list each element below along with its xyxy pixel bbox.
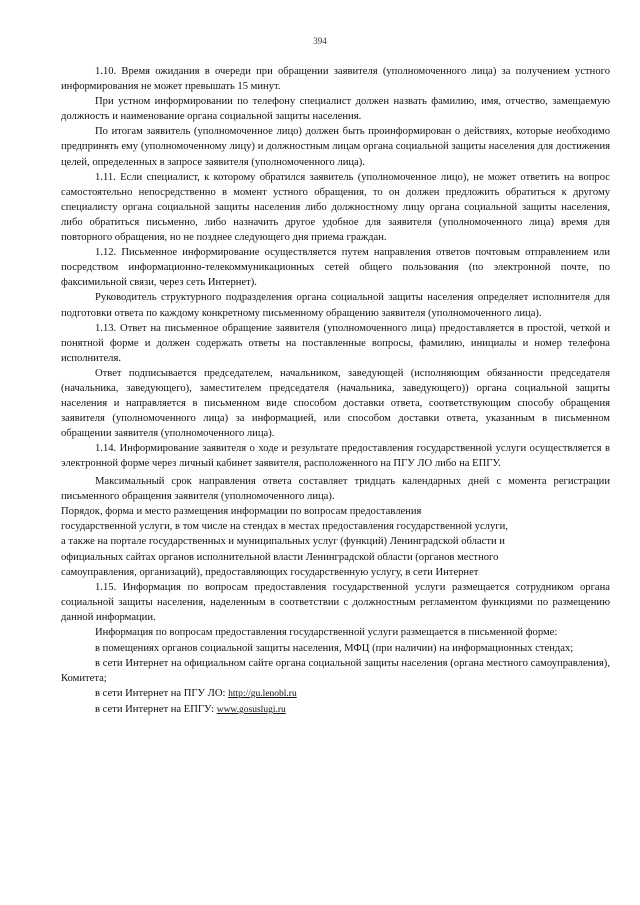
paragraph-head-of-unit: Руководитель структурного подразделения органа социальной защиты населения определяет исполнителя для подготовки ответа по каждому конкретному письменному обращению заявителя (уполномоченного лица). bbox=[61, 292, 610, 319]
paragraph-1-13: 1.13. Ответ на письменное обращение заявителя (уполномоченного лица) предоставляется в простой, четкой и понятной форме и должен содержать ответы на поставленные вопросы, фамилию, инициалы и номер телефона исполнителя. bbox=[61, 322, 610, 364]
section-heading bbox=[61, 504, 610, 580]
heading-line: а также на портале государственных и муниципальных услуг (функций) Ленинградской области и bbox=[61, 536, 505, 548]
heading-line: государственной услуги, в том числе на стендах в местах предоставления государственной услуги, bbox=[61, 521, 508, 533]
heading-line: самоуправления, организаций), предоставляющих государственную услугу, в сети Интернет bbox=[61, 566, 479, 578]
link-label: в сети Интернет на ЕПГУ: bbox=[95, 703, 215, 715]
epgu-link[interactable]: www.gosuslugi.ru bbox=[216, 704, 286, 715]
paragraph-1-14: 1.14. Информирование заявителя о ходе и результате предоставления государственной услуги осуществляется в электронной форме через личный кабинет заявителя, расположенного на ПГУ ЛО либо на ЕПГУ. bbox=[61, 443, 610, 470]
page-number: 394 bbox=[313, 36, 327, 46]
heading-line: официальных сайтах органов исполнительной власти Ленинградской области (органов местного bbox=[61, 551, 499, 563]
paragraph-1-15: 1.15. Информация по вопросам предоставления государственной услуги размещается сотрудником органа социальной защиты населения, наделенным в соответствии с должностным регламентом функциями по размещению данной информации. bbox=[61, 582, 610, 624]
paragraph-stands: в помещениях органов социальной защиты населения, МФЦ (при наличии) на информационных стендах; bbox=[95, 642, 574, 654]
pgu-link[interactable]: http://gu.lenobl.ru bbox=[228, 688, 297, 699]
paragraph-written-form: Информация по вопросам предоставления государственной услуги размещается в письменной форме: bbox=[95, 627, 558, 639]
link-line-epgu bbox=[61, 702, 610, 718]
link-label: в сети Интернет на ПГУ ЛО: bbox=[95, 687, 226, 699]
paragraph-signature: Ответ подписывается председателем, начальником, заведующей (исполняющим обязанности председателя (начальника, заведующего), заместителем председателя (начальника, заведующего)) органа социальной защиты населения и направляется в письменном виде способом доставки ответа, соответствующим способу обращения заявителя (уполномоченного лица) за информацией, или способом доставки ответа, указанным в письменном обращении заявителя (уполномоченного лица). bbox=[61, 367, 610, 440]
paragraph-results: По итогам заявитель (уполномоченное лицо) должен быть проинформирован о действиях, которые необходимо предпринять ему (уполномоченному лицу) и должностным лицам органа социальной защиты населения для достижения целей, определенных в запросе заявителя (уполномоченного лица). bbox=[61, 126, 610, 168]
link-line-pgu bbox=[61, 686, 610, 702]
paragraph-1-11: 1.11. Если специалист, к которому обратился заявитель (уполномоченное лицо), не может ответить на вопрос самостоятельно непосредственно в момент устного обращения, то он должен предложить обратиться к другому специалисту органа социальной защиты населения либо должностному лицу органа социальной защиты населения, либо обратиться письменно, либо назначить другое удобное для заявителя (уполномоченного лица) время для повторного обращения, но не позднее следующего дня приема граждан. bbox=[61, 171, 610, 244]
paragraph-1-12: 1.12. Письменное информирование осуществляется путем направления ответов почтовым отправлением или посредством информационно-телекоммуникационных сетей общего пользования (по электронной почте, по факсимильной связи, через сеть Интернет). bbox=[61, 247, 610, 289]
heading-line: Порядок, форма и место размещения информации по вопросам предоставления bbox=[61, 505, 422, 517]
document-body bbox=[61, 64, 610, 718]
paragraph-phone-info: При устном информировании по телефону специалист должен назвать фамилию, имя, отчество, замещаемую должность и наименование органа социальной защиты населения. bbox=[61, 96, 610, 123]
paragraph-1-10: 1.10. Время ожидания в очереди при обращении заявителя (уполномоченного лица) за получением устного информирования не может превышать 15 минут. bbox=[61, 66, 610, 93]
paragraph-max-term: Максимальный срок направления ответа составляет тридцать календарных дней с момента регистрации письменного обращения заявителя (уполномоченного лица). bbox=[61, 475, 610, 502]
paragraph-official-site: в сети Интернет на официальном сайте органа социальной защиты населения (органа местного самоуправления), Комитета; bbox=[61, 657, 610, 684]
